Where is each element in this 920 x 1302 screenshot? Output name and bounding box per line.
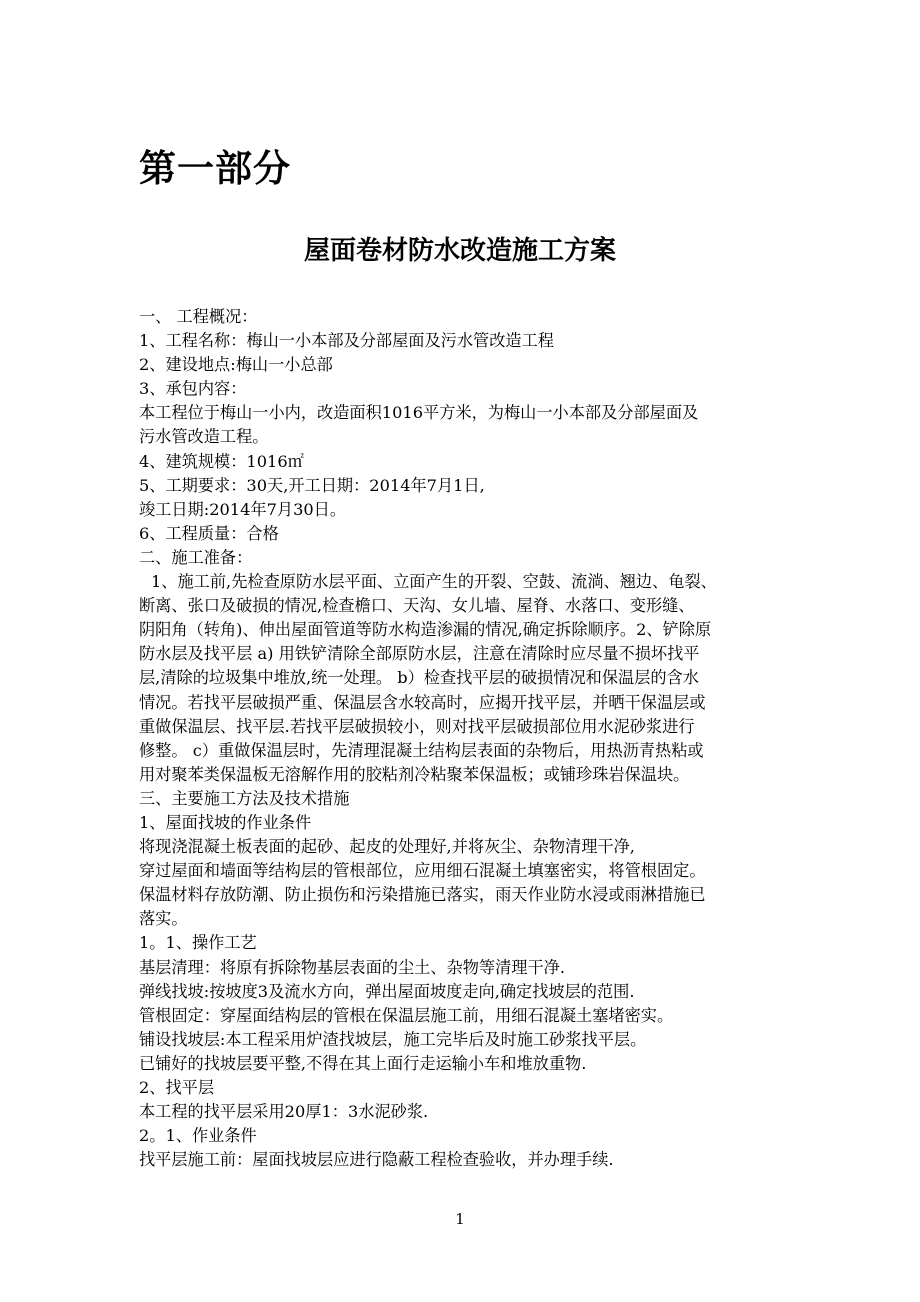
section-heading: 二、施工准备： [139,547,253,567]
text-line: 1、工程名称：梅山一小本部及分部屋面及污水管改造工程 [139,331,554,351]
text-line: 将现浇混凝土板表面的起砂、起皮的处理好,并将灰尘、杂物清理干净, [139,837,635,857]
text-line: 管根固定：穿屋面结构层的管根在保温层施工前，用细石混凝土塞堵密实。 [139,1005,674,1025]
text-line: 基层清理：将原有拆除物基层表面的尘土、杂物等清理干净. [139,957,566,977]
text-line: 情况。若找平层破损严重、保温层含水较高时，应揭开找平层，并晒干保温层或 [139,692,706,712]
text-line: 4、建筑规模：1016㎡ [139,451,304,471]
text-line: 阴阳角（转角)、伸出屋面管道等防水构造渗漏的情况,确定拆除顺序。2、铲除原 [139,620,712,640]
text-line: 3、承包内容： [139,379,247,399]
text-line: 穿过屋面和墙面等结构层的管根部位，应用细石混凝土填塞密实，将管根固定。 [139,861,706,881]
text-line: 断离、张口及破损的情况,检查檐口、天沟、女儿墙、屋脊、水落口、变形缝、 [139,596,695,616]
text-line: 2。1、作业条件 [139,1126,257,1146]
text-line: 用对聚苯类保温板无溶解作用的胶粘剂冷粘聚苯保温板；或铺珍珠岩保温块。 [139,764,690,784]
text-line: 防水层及找平层 a) 用铁铲清除全部原防水层，注意在清除时应尽量不损坏找平 [139,644,700,664]
part-title: 第一部分 [139,146,291,190]
text-line: 1、屋面找坡的作业条件 [139,812,312,832]
text-line: 已铺好的找坡层要平整,不得在其上面行走运输小车和堆放重物. [139,1053,587,1073]
text-line: 保温材料存放防潮、防止损伤和污染措施已落实，雨天作业防水浸或雨淋措施已 [139,885,706,905]
text-line: 1。1、操作工艺 [139,933,257,953]
text-line: 竣工日期:2014年7月30日。 [139,499,347,519]
text-line: 落实。 [139,909,188,929]
page-number: 1 [455,1210,465,1228]
text-line: 污水管改造工程。 [139,427,269,447]
text-line: 本工程的找平层采用20厚1：3水泥砂浆. [139,1102,429,1122]
text-line: 5、工期要求：30天,开工日期：2014年7月1日, [139,475,485,495]
text-line: 2、建设地点:梅山一小总部 [139,355,333,375]
document-title: 屋面卷材防水改造施工方案 [303,236,616,266]
text-line: 修整。 c）重做保温层时，先清理混凝土结构层表面的杂物后，用热沥青热粘或 [139,740,704,760]
text-line: 弹线找坡:按坡度3及流水方向，弹出屋面坡度走向,确定找坡层的范围. [139,981,635,1001]
text-line: 6、工程质量：合格 [139,523,279,543]
text-line: 1、施工前,先检查原防水层平面、立面产生的开裂、空鼓、流淌、翘边、龟裂、 [151,572,717,592]
section-heading: 三、主要施工方法及技术措施 [139,788,350,808]
text-line: 2、找平层 [139,1078,215,1097]
text-line: 重做保温层、找平层.若找平层破损较小，则对找平层破损部位用水泥砂浆进行 [139,716,695,736]
text-line: 本工程位于梅山一小内，改造面积1016平方米，为梅山一小本部及分部屋面及 [139,403,699,423]
section-heading: 一、 工程概况： [139,307,258,326]
document-body [139,305,789,1172]
text-line: 层,清除的垃圾集中堆放,统一处理。 b）检查找平层的破损情况和保温层的含水 [139,668,699,688]
text-line: 找平层施工前：屋面找坡层应进行隐蔽工程检查验收，并办理手续. [139,1150,614,1170]
text-line: 铺设找坡层:本工程采用炉渣找坡层，施工完毕后及时施工砂浆找平层。 [139,1029,647,1049]
